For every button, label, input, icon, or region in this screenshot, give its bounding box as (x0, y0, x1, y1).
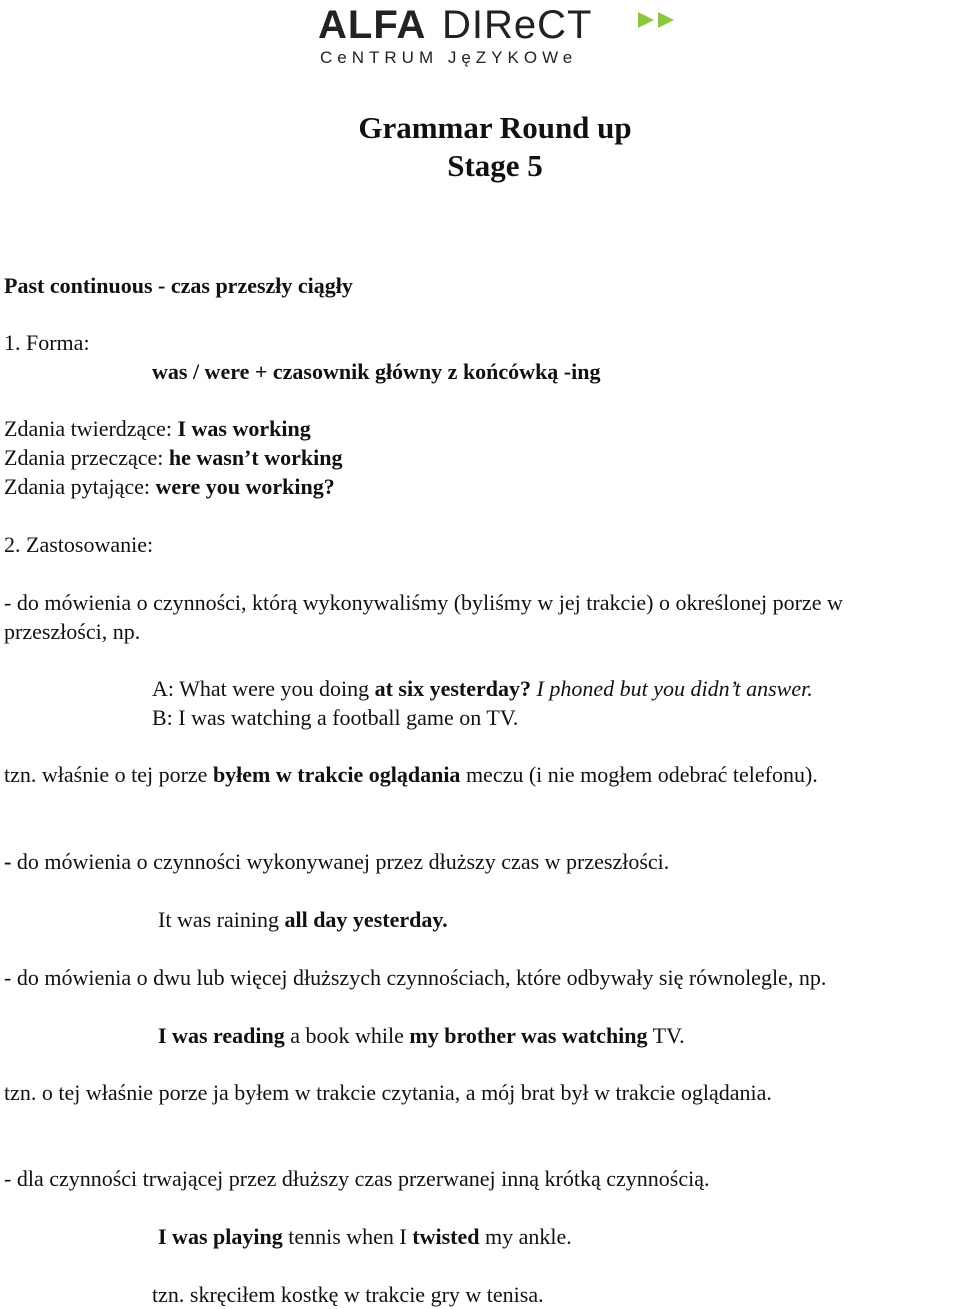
negative-label: Zdania przeczące: (4, 445, 169, 470)
alfadirect-logo (318, 0, 690, 70)
use1-line1: - do mówienia o czynności, którą wykonywaliśmy (byliśmy w jej trakcie) o określonej porze w (4, 590, 843, 615)
logo-direct: DIReCT (442, 3, 593, 47)
affirmative-label: Zdania twierdzące: (4, 416, 178, 441)
use3-example-part4: TV. (647, 1023, 685, 1048)
use3-example-part2: a book while (284, 1023, 410, 1048)
negative-line (4, 445, 342, 471)
use4-example (158, 1224, 572, 1250)
use4-note: tzn. skręciłem kostkę w trakcie gry w tenisa. (152, 1282, 544, 1307)
affirmative-line (4, 416, 311, 442)
use4-example-bold1: I was playing (158, 1224, 283, 1249)
form-rule (152, 359, 600, 385)
use3-line: - do mówienia o dwu lub więcej dłuższych czynnościach, które odbywały się równolegle, np. (4, 965, 827, 990)
logo-alfa: ALFA (318, 3, 427, 47)
example-a-bold: at six yesterday? (374, 676, 532, 701)
use3-note: tzn. o tej właśnie porze ja byłem w trakcie czytania, a mój brat był w trakcie oglądania. (4, 1080, 772, 1105)
use1-line2: przeszłości, np. (4, 619, 141, 644)
question-line (4, 474, 335, 500)
question-example: were you working? (155, 474, 335, 499)
logo-graphic (318, 0, 690, 70)
play-arrow-icon (638, 12, 654, 28)
play-arrow-icon (658, 12, 674, 28)
section-heading-text: Past continuous - czas przeszły ciągły (4, 273, 353, 298)
note-part3: meczu (i nie mogłem odebrać telefonu). (460, 762, 818, 787)
use3-example-bold2: my brother was watching (409, 1023, 648, 1048)
use3-example-bold1: I was reading (158, 1023, 285, 1048)
use3-example (158, 1023, 685, 1049)
example-a-italic: I phoned but you didn’t answer. (531, 676, 813, 701)
use4-example-bold2: twisted (412, 1224, 480, 1249)
form-rule-text: was / were + czasownik główny z końcówką -ing (152, 359, 601, 384)
use4-line: - dla czynności trwającej przez dłuższy czas przerwanej inną krótką czynnością. (4, 1166, 710, 1191)
example-a-part1: A: What were you doing (152, 676, 375, 701)
use4-example-part4: my ankle. (479, 1224, 572, 1249)
page-title: Grammar Round up (358, 110, 632, 145)
usage-label: 2. Zastosowanie: (4, 532, 154, 557)
use2-text: do mówienia o czynności wykonywanej przez dłuższy czas w przeszłości. (11, 849, 670, 874)
use2-example (158, 907, 448, 933)
use4-example-part2: tennis when I (282, 1224, 413, 1249)
section-heading (4, 273, 353, 299)
use1-example-b: B: I was watching a football game on TV. (152, 705, 519, 730)
use2-dash: - (4, 849, 12, 874)
page-subtitle: Stage 5 (447, 148, 543, 183)
use2-line (4, 849, 669, 875)
note-bold: byłem w trakcie oglądania (212, 762, 461, 787)
use2-example-bold: all day yesterday. (284, 907, 448, 932)
use2-example-part1: It was raining (158, 907, 285, 932)
logo-subtitle: CeNTRUM JęZYKOWe (320, 48, 578, 67)
form-label: 1. Forma: (4, 330, 90, 355)
use1-example-a (152, 676, 813, 702)
question-label: Zdania pytające: (4, 474, 156, 499)
negative-example: he wasn’t working (168, 445, 343, 470)
affirmative-example: I was working (177, 416, 311, 441)
use1-note (4, 762, 818, 788)
note-part1: tzn. właśnie o tej porze (4, 762, 213, 787)
